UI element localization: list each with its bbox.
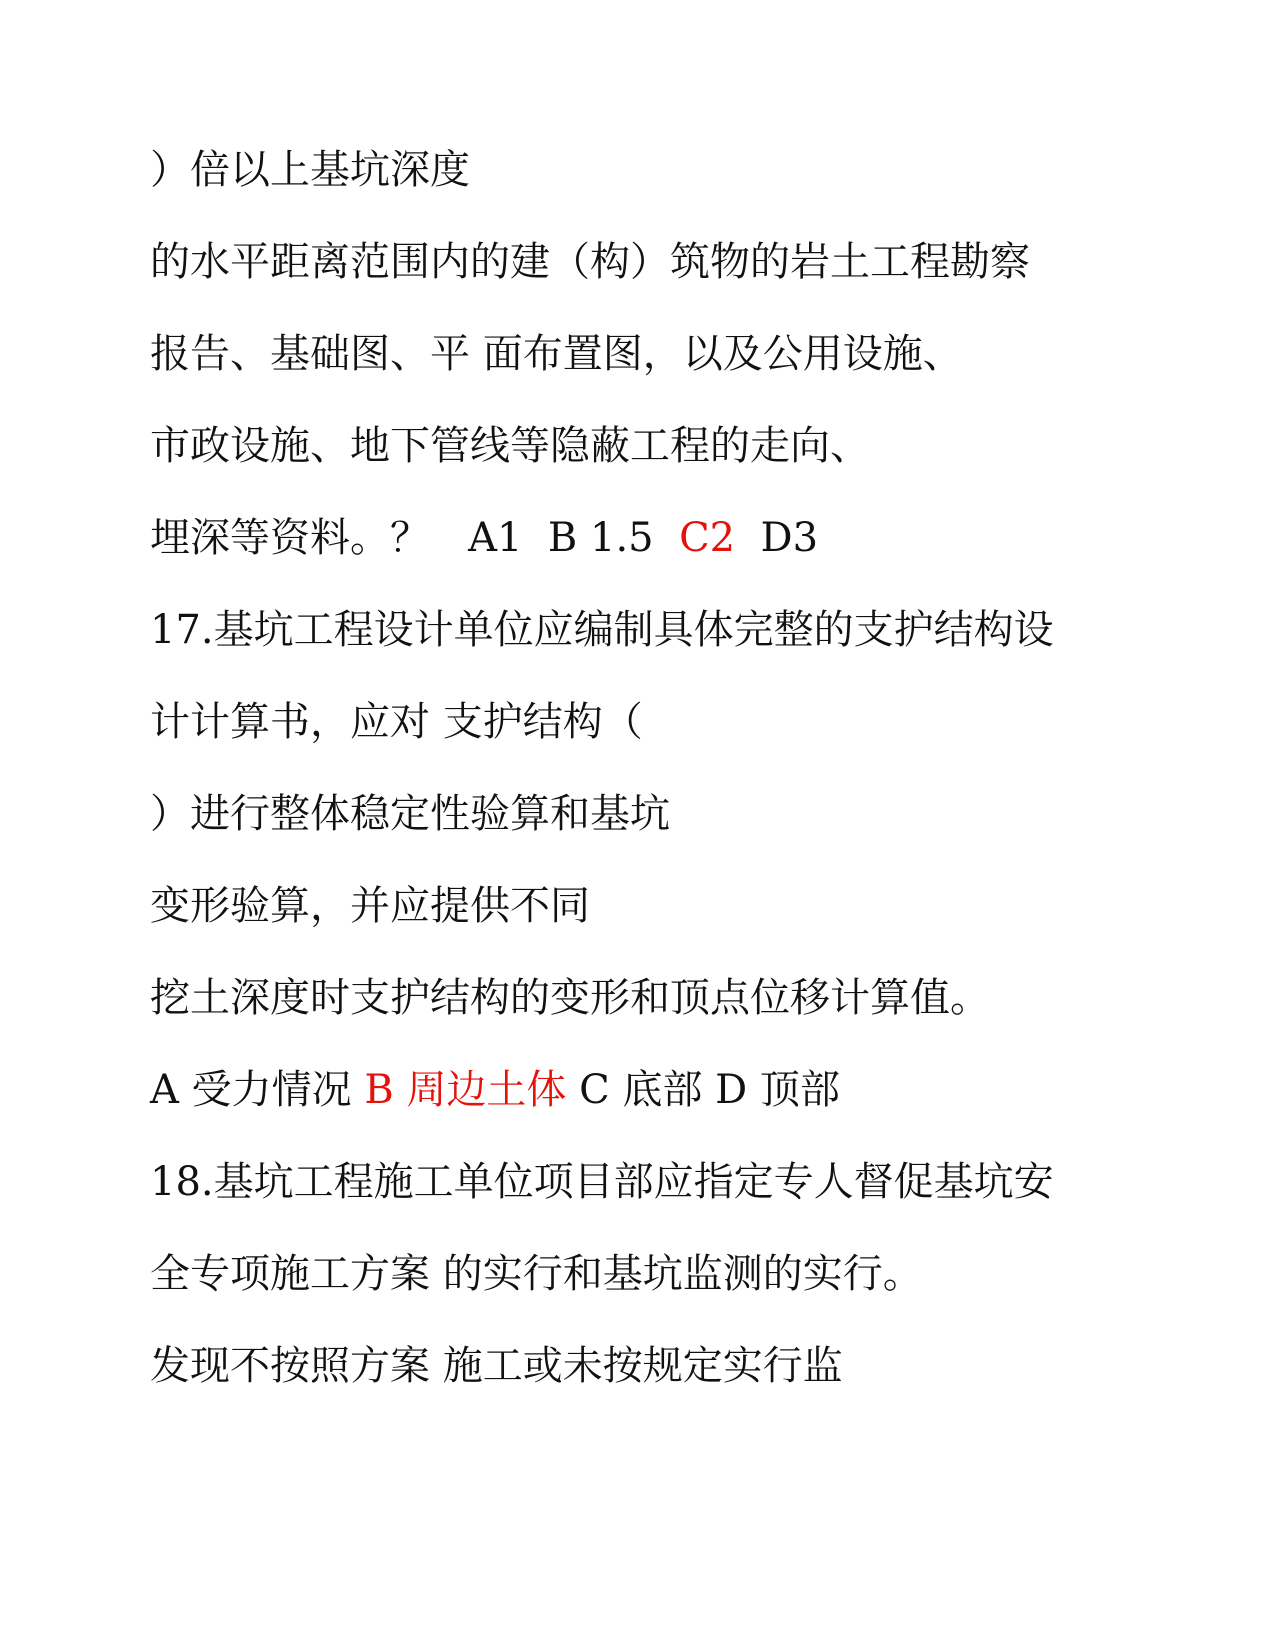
text-line (150, 514, 818, 562)
text-line (150, 422, 870, 470)
text-line (150, 330, 963, 378)
text-line (150, 790, 670, 838)
text-segment: 发现不按照方案 施工或未按规定实行监 (150, 1343, 843, 1389)
text-segment: ）倍以上基坑深度 (150, 147, 470, 193)
text-segment: 17.基坑工程设计单位应编制具体完整的支护结构设 (150, 607, 1054, 653)
text-segment: 市政设施、地下管线等隐蔽工程的走向、 (150, 423, 870, 469)
text-segment: 变形验算，并应提供不同 (150, 883, 590, 929)
text-segment: C 底部 D 顶部 (566, 1067, 840, 1113)
answer-highlight: B 周边土体 (364, 1067, 567, 1113)
text-line (150, 882, 590, 930)
text-line (150, 1250, 923, 1298)
text-segment: 挖土深度时支护结构的变形和顶点位移计算值。 (150, 975, 990, 1021)
text-line (150, 974, 990, 1022)
answer-highlight: C2 (679, 515, 736, 561)
text-segment: 报告、基础图、平 面布置图，以及公用设施、 (150, 331, 963, 377)
text-segment: D3 (735, 515, 819, 561)
text-line (150, 1342, 843, 1390)
text-line (150, 606, 1054, 654)
text-line (150, 1066, 840, 1114)
text-line (150, 146, 470, 194)
text-line (150, 238, 1030, 286)
text-segment: 的水平距离范围内的建（构）筑物的岩土工程勘察 (150, 239, 1030, 285)
text-line (150, 698, 643, 746)
text-segment: 埋深等资料。？ A1 B 1.5 (150, 515, 680, 561)
text-segment: 18.基坑工程施工单位项目部应指定专人督促基坑安 (150, 1159, 1054, 1205)
text-segment: A 受力情况 (150, 1067, 365, 1113)
text-segment: 计计算书，应对 支护结构（ (150, 699, 643, 745)
text-line (150, 1158, 1054, 1206)
text-segment: ）进行整体稳定性验算和基坑 (150, 791, 670, 837)
text-segment: 全专项施工方案 的实行和基坑监测的实行。 (150, 1251, 923, 1297)
